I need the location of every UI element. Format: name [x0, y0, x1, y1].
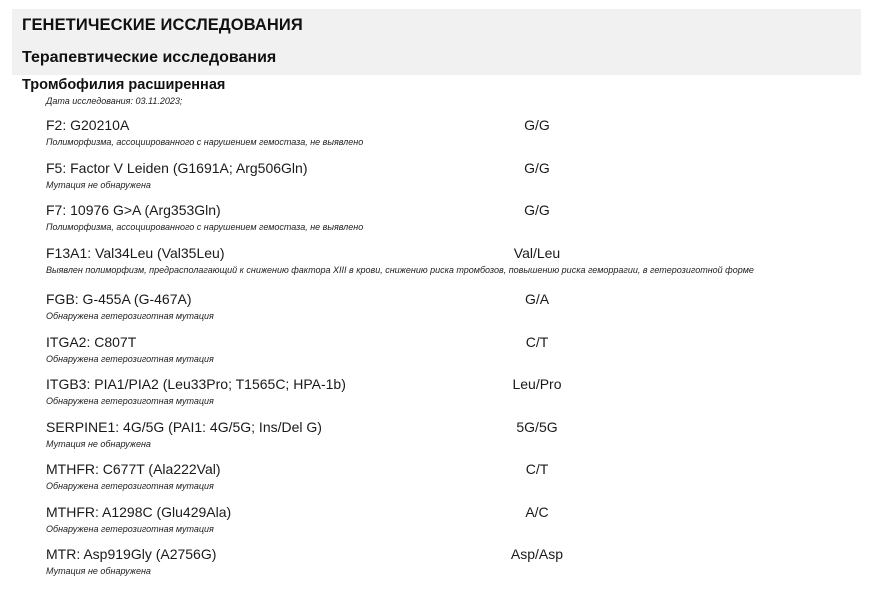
test-result: C/T: [525, 461, 549, 477]
test-name: F7: 10976 G>A (Arg353Gln): [46, 202, 221, 218]
test-name: F2: G20210A: [46, 117, 130, 133]
test-interpretation: Полиморфизма, ассоциированного с нарушением гемостаза, не выявлено: [46, 137, 364, 147]
section-subtitle: Терапевтические исследования: [22, 49, 277, 66]
test-interpretation: Мутация не обнаружена: [46, 180, 151, 190]
test-interpretation: Мутация не обнаружена: [46, 566, 151, 576]
test-result: G/A: [524, 291, 550, 307]
test-result: G/G: [524, 160, 550, 176]
test-interpretation: Выявлен полиморфизм, предрасполагающий к снижению фактора XIII в крови, снижению риска тромбозов, повышению риска геморрагии, в гетерозиготной форме: [46, 265, 754, 275]
test-name: SERPINE1: 4G/5G (PAI1: 4G/5G; Ins/Del G): [46, 419, 322, 435]
study-date: Дата исследования: 03.11.2023;: [46, 96, 183, 106]
test-name: F13A1: Val34Leu (Val35Leu): [46, 245, 225, 261]
test-interpretation: Обнаружена гетерозиготная мутация: [46, 396, 214, 406]
test-name: MTHFR: C677T (Ala222Val): [46, 461, 221, 477]
test-result: C/T: [525, 334, 549, 350]
test-result: G/G: [524, 202, 550, 218]
test-result: A/C: [525, 504, 549, 520]
test-interpretation: Мутация не обнаружена: [46, 439, 151, 449]
test-result: Leu/Pro: [512, 376, 562, 392]
test-name: FGB: G-455A (G-467A): [46, 291, 192, 307]
test-interpretation: Обнаружена гетерозиготная мутация: [46, 524, 214, 534]
test-name: MTR: Asp919Gly (A2756G): [46, 546, 217, 562]
test-result: Val/Leu: [513, 245, 561, 261]
test-interpretation: Полиморфизма, ассоциированного с нарушением гемостаза, не выявлено: [46, 222, 364, 232]
test-result: Asp/Asp: [510, 546, 564, 562]
test-interpretation: Обнаружена гетерозиготная мутация: [46, 311, 214, 321]
panel-title: Тромбофилия расширенная: [22, 77, 226, 93]
test-result: G/G: [524, 117, 550, 133]
test-name: ITGA2: C807T: [46, 334, 137, 350]
test-interpretation: Обнаружена гетерозиготная мутация: [46, 354, 214, 364]
test-name: F5: Factor V Leiden (G1691A; Arg506Gln): [46, 160, 308, 176]
test-name: MTHFR: A1298C (Glu429Ala): [46, 504, 232, 520]
test-name: ITGB3: PIA1/PIA2 (Leu33Pro; T1565C; HPA-1b): [46, 376, 346, 392]
test-interpretation: Обнаружена гетерозиготная мутация: [46, 481, 214, 491]
test-result: 5G/5G: [516, 419, 558, 435]
section-header: [12, 9, 861, 75]
page-title: ГЕНЕТИЧЕСКИЕ ИССЛЕДОВАНИЯ: [22, 16, 303, 34]
